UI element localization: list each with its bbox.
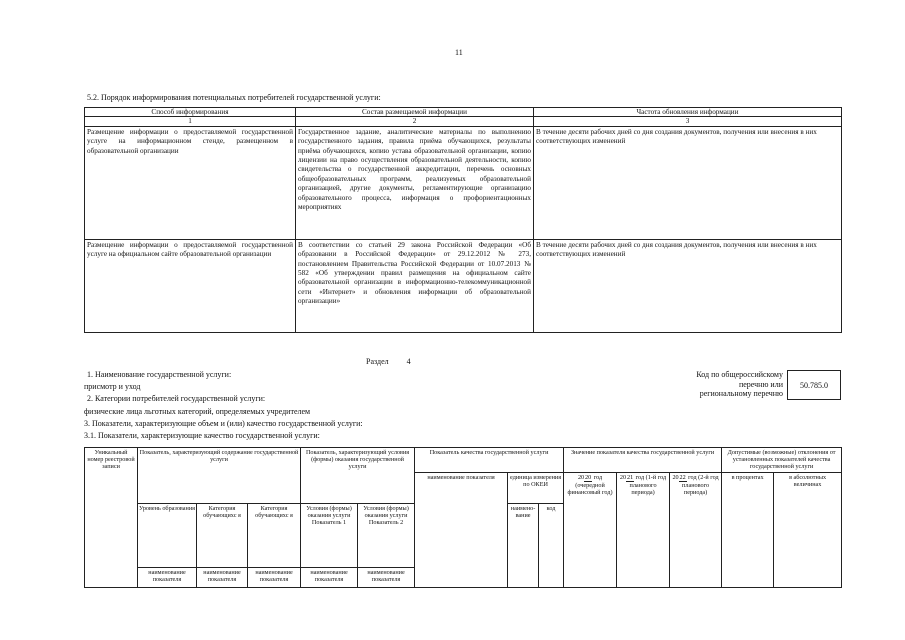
year-number: 22 [679, 473, 686, 481]
header-content-indicator: Показатель, характеризующий содержание государственной услуги [138, 448, 301, 504]
table-number-row [85, 117, 842, 126]
info-method: Размещение информации о предоставляемой государственной услуге на информационном стенде, размещенном в образовательной организации [85, 126, 296, 239]
section-number: 4 [406, 357, 411, 366]
caption-indicator-name: наименование показателя [138, 567, 197, 587]
subheader-student-category: Категория обучающихс я [197, 503, 248, 567]
column-number: 1 [85, 117, 296, 126]
subheader-unit-code: код [539, 503, 564, 587]
section-heading [366, 357, 411, 367]
year-number: 20 [585, 473, 592, 481]
code-caption-line: Код по общероссийскому [696, 370, 783, 379]
consumers-value: физические лица льготных категорий, определяемых учредителем [84, 407, 311, 416]
header-unique-number: Уникальный номер реестровой записи [85, 448, 138, 588]
year-prefix: 20 [619, 473, 627, 481]
subheader-condition-1: Условия (формы) оказания услуги Показатель 1 [301, 503, 358, 567]
column-number: 2 [296, 117, 534, 126]
subheader-condition-2: Условия (формы) оказания услуги Показатель 2 [358, 503, 415, 567]
info-frequency: В течение десяти рабочих дней со дня создания документов, получения или внесения в них соответствующих изменений [534, 126, 842, 239]
year-caption: год (очередной финансовый год) [567, 473, 613, 497]
code-caption [640, 370, 783, 399]
subheader-student-category: Категория обучающихс я [248, 503, 301, 567]
header-quality-indicator: Показатель качества государственной услуги [415, 448, 564, 473]
column-number: 3 [534, 117, 842, 126]
section-5-2-title: 5.2. Порядок информирования потенциальных потребителей государственной услуги: [87, 93, 381, 102]
service-name-value: присмотр и уход [84, 382, 141, 391]
table-row [85, 239, 842, 332]
year-number: 21 [627, 473, 634, 481]
code-caption-line: перечню или [738, 379, 783, 389]
caption-indicator-name: наименование показателя [301, 567, 358, 587]
table-header-row [85, 108, 842, 117]
info-content: В соответствии со статьей 29 закона Российской Федерации «Об образовании в Российской Федерации» от 29.12.2012 № 273, постановлением Правительства Российской Федерации от 10.07.2013 № 582 «Об утверждении правил размещения на официальном сайте образовательной организации в информационно-телекоммуникационной сети «Интернет» и обновления информации об образовательной организации» [296, 239, 534, 332]
info-content: Государственное задание, аналитические материалы по выполнению государственного задания, правила приёма обучающихся, результаты приёма обучающихся, копию устава образовательной организации, копию лицензии на право осуществления образовательной деятельности, копию свидетельства о государственной аккредитации, перечень основных общеобразовательных программ, реализуемых образовательной организацией, другие документы, регламентирующие организацию образовательного процесса, информация о профориентационных мероприятиях [296, 126, 534, 239]
info-method: Размещение информации о предоставляемой государственной услуге на официальном сайте образовательной организации [85, 239, 296, 332]
header-year-3 [670, 472, 722, 587]
table-header-row [85, 448, 842, 473]
year-prefix: 20 [577, 473, 585, 481]
caption-indicator-name: наименование показателя [358, 567, 415, 587]
table-row [85, 126, 842, 239]
subheader-education-level: Уровень образования [138, 503, 197, 567]
registry-code: 50.785.0 [800, 380, 828, 390]
header-quality-values: Значение показателя качества государственной услуги [564, 448, 722, 473]
code-caption-line: региональному перечню [699, 389, 783, 399]
header-indicator-name: наименование показателя [415, 472, 508, 587]
page-number: 11 [455, 48, 463, 57]
header-content: Состав размещаемой информации [296, 108, 534, 117]
year-prefix: 20 [672, 473, 679, 481]
header-deviation-percent: в процентах [722, 472, 774, 587]
caption-indicator-name: наименование показателя [248, 567, 301, 587]
header-deviation-absolute: в абсолютных величинах [774, 472, 842, 587]
header-method: Способ информирования [85, 108, 296, 117]
header-unit: единица измерения по ОКЕИ [508, 472, 564, 503]
service-name-label: 1. Наименование государственной услуги: [87, 370, 232, 379]
informing-table [84, 107, 842, 333]
year-caption: год (2-й год планового периода) [682, 473, 719, 497]
info-frequency: В течение десяти рабочих дней со дня создания документов, получения или внесения в них соответствующих изменений [534, 239, 842, 332]
subheader-unit-name: наимено-вание [508, 503, 539, 587]
registry-code-box [787, 370, 841, 400]
header-year-1 [564, 472, 617, 587]
indicators-label: 3. Показатели, характеризующие объем и (или) качество государственной услуги: [84, 419, 363, 428]
header-year-2 [617, 472, 670, 587]
section-label: Раздел [366, 357, 389, 366]
header-conditions-indicator: Показатель, характеризующий условия (формы) оказания государственной услуги [301, 448, 415, 504]
year-caption: год (1-й год планового периода) [629, 473, 667, 497]
quality-label: 3.1. Показатели, характеризующие качество государственной услуги: [84, 431, 320, 440]
consumers-label: 2. Категории потребителей государственной услуги: [87, 394, 266, 403]
quality-table [84, 447, 842, 588]
header-deviation: Допустимые (возможные) отклонения от установленных показателей качества государственной услуги [722, 448, 842, 473]
header-frequency: Частота обновления информации [534, 108, 842, 117]
caption-indicator-name: наименование показателя [197, 567, 248, 587]
